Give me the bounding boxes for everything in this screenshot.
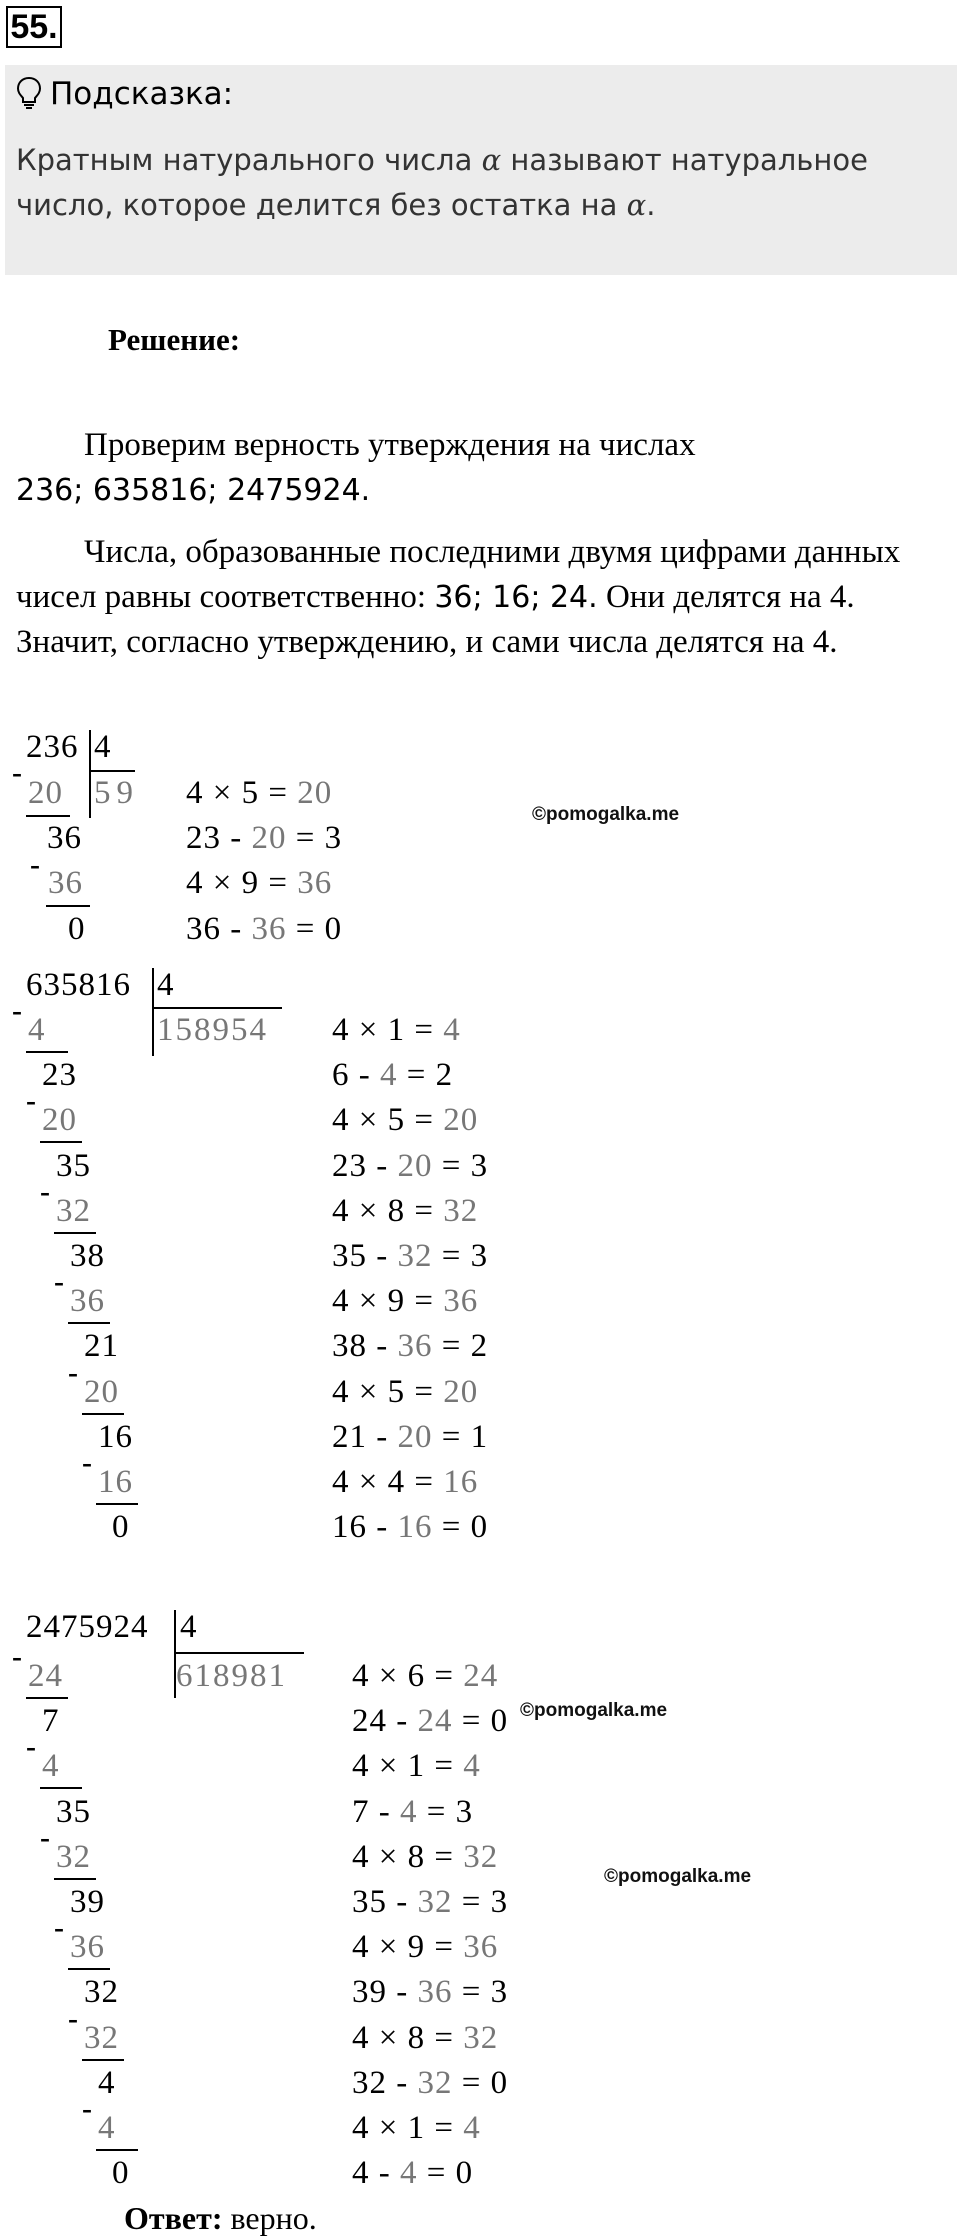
div2-steps-value: 0 bbox=[112, 1509, 130, 1546]
answer-label: Ответ: bbox=[124, 2200, 223, 2236]
lightbulb-icon bbox=[16, 76, 42, 110]
div3-steps-value: 32 bbox=[84, 2019, 119, 2056]
div1-step: 36 bbox=[47, 820, 82, 856]
div2-notes-row bbox=[332, 1055, 453, 1095]
note-c: = 3 bbox=[452, 1884, 509, 1920]
div2-notes-row bbox=[332, 1417, 488, 1457]
div3-steps-value: 39 bbox=[70, 1884, 105, 1920]
div1-quotient: 59 bbox=[94, 775, 139, 811]
div3-steps-value: 32 bbox=[56, 1838, 91, 1875]
div1-underline bbox=[46, 905, 90, 907]
div3-notes-row bbox=[352, 1701, 508, 1741]
note-a: 4 × 1 = bbox=[352, 2110, 464, 2146]
hint-title: Подсказка: bbox=[50, 76, 234, 112]
div3-steps-value: 35 bbox=[56, 1793, 91, 1830]
div2-steps-minus: - bbox=[68, 1355, 78, 1389]
note-a: 23 - bbox=[186, 820, 252, 856]
note-b: 36 bbox=[463, 1929, 499, 1966]
note-c: = 3 bbox=[432, 1147, 489, 1184]
note-a: 7 - bbox=[352, 1793, 400, 1830]
note-a: 4 × 1 = bbox=[352, 1748, 464, 1785]
paragraph-2 bbox=[16, 530, 936, 665]
div1-note bbox=[186, 863, 332, 903]
paragraph-2-text-b: Они делятся на 4. Значит, согласно утверждению, и сами числа делятся на 4. bbox=[16, 579, 855, 660]
div3-notes-row bbox=[352, 1837, 498, 1877]
note-a: 32 - bbox=[352, 2064, 418, 2101]
note-a: 38 - bbox=[332, 1328, 398, 1365]
note-b: 32 bbox=[417, 2064, 453, 2101]
div2-steps-underline bbox=[96, 1503, 138, 1505]
watermark: ©pomogalka.me bbox=[520, 1700, 668, 1721]
note-b: 20 bbox=[397, 1147, 433, 1184]
div2-steps-value: 20 bbox=[84, 1373, 119, 1410]
div1-minus: - bbox=[30, 848, 40, 881]
div3-vertical-line bbox=[174, 1610, 176, 1698]
answer-text: верно. bbox=[222, 2200, 317, 2236]
div3-steps-minus: - bbox=[68, 2001, 78, 2035]
paragraph-2-text-a: Числа, образованные последними двумя цифрами данных чисел равны соответственно: bbox=[16, 534, 901, 615]
hint-var-1: α bbox=[481, 143, 502, 177]
div1-divisor: 4 bbox=[94, 729, 112, 765]
div3-steps-value: 4 bbox=[98, 2064, 116, 2101]
note-b: 4 bbox=[380, 1057, 398, 1094]
note-b: 4 bbox=[443, 1012, 461, 1048]
note-c: = 1 bbox=[432, 1418, 489, 1455]
note-b: 36 bbox=[397, 1328, 433, 1365]
div1-minus: - bbox=[12, 756, 22, 789]
note-b: 16 bbox=[397, 1509, 433, 1546]
hint-text bbox=[16, 138, 936, 228]
div3-notes-row bbox=[352, 1972, 508, 2012]
hint-text-1: Кратным натурального числа bbox=[16, 143, 482, 177]
div1-step: 20 bbox=[28, 775, 63, 811]
note-a: 4 × 9 = bbox=[186, 865, 298, 901]
watermark: ©pomogalka.me bbox=[604, 1866, 752, 1887]
div2-steps-minus: - bbox=[54, 1265, 64, 1299]
div3-steps-value: 4 bbox=[98, 2110, 116, 2146]
div3-notes-row bbox=[352, 1927, 498, 1967]
note-b: 20 bbox=[443, 1373, 479, 1410]
div2-steps-value: 21 bbox=[84, 1328, 119, 1365]
div2-notes-row bbox=[332, 1100, 478, 1140]
note-a: 6 - bbox=[332, 1057, 380, 1094]
note-c: = 3 bbox=[432, 1238, 489, 1274]
div3-notes-row bbox=[352, 1746, 481, 1786]
div2-notes-row bbox=[332, 1462, 478, 1502]
div3-steps-underline bbox=[82, 2059, 124, 2061]
note-a: 35 - bbox=[352, 1884, 418, 1920]
div2-steps-value: 32 bbox=[56, 1192, 91, 1229]
note-a: 4 × 1 = bbox=[332, 1012, 444, 1048]
div2-steps-minus: - bbox=[82, 1446, 92, 1479]
div3-quotient-line bbox=[176, 1652, 304, 1654]
div2-vertical-line bbox=[152, 968, 154, 1056]
note-a: 4 - bbox=[352, 2155, 400, 2192]
div2-notes-row bbox=[332, 1281, 478, 1321]
div3-notes-row bbox=[352, 2108, 481, 2148]
task-number: 55. bbox=[6, 6, 62, 48]
note-b: 36 bbox=[417, 1974, 453, 2011]
hint-text-3: . bbox=[646, 188, 656, 222]
note-a: 4 × 9 = bbox=[332, 1283, 444, 1320]
hint-var-2: α bbox=[626, 188, 647, 222]
div3-steps-underline bbox=[54, 1878, 96, 1880]
paragraph-1 bbox=[16, 423, 936, 513]
div1-step: 36 bbox=[48, 865, 83, 901]
note-a: 36 - bbox=[186, 911, 252, 947]
div2-steps-value: 38 bbox=[70, 1238, 105, 1274]
note-b: 4 bbox=[463, 1748, 481, 1785]
note-c: = 0 bbox=[452, 2064, 509, 2101]
note-a: 4 × 8 = bbox=[352, 1838, 464, 1875]
div3-dividend: 2475924 bbox=[26, 1609, 149, 1645]
div3-steps-value: 36 bbox=[70, 1929, 105, 1966]
note-c: = 0 bbox=[452, 1703, 509, 1740]
div1-vertical-line bbox=[89, 730, 91, 818]
div3-steps-underline bbox=[26, 1697, 68, 1699]
note-b: 20 bbox=[397, 1418, 433, 1455]
note-a: 39 - bbox=[352, 1974, 418, 2011]
div2-steps-minus: - bbox=[40, 1174, 50, 1208]
div1-dividend: 236 bbox=[26, 729, 79, 765]
div3-notes-row bbox=[352, 2153, 473, 2193]
div2-steps-value: 20 bbox=[42, 1102, 77, 1139]
note-b: 20 bbox=[443, 1102, 479, 1139]
div1-note bbox=[186, 909, 342, 949]
note-a: 35 - bbox=[332, 1238, 398, 1274]
div2-steps-value: 16 bbox=[98, 1464, 133, 1500]
note-b: 24 bbox=[463, 1658, 499, 1694]
div3-notes-row bbox=[352, 1882, 508, 1922]
note-a: 23 - bbox=[332, 1147, 398, 1184]
div2-notes-row bbox=[332, 1010, 461, 1050]
hint-text-2: называют натуральное число, которое делится без остатка на bbox=[16, 143, 868, 222]
div1-note bbox=[186, 818, 342, 858]
note-b: 32 bbox=[417, 1884, 453, 1920]
note-c: = 3 bbox=[417, 1793, 474, 1830]
note-a: 4 × 8 = bbox=[332, 1192, 444, 1229]
div2-steps-value: 4 bbox=[28, 1012, 46, 1048]
note-c: = 0 bbox=[417, 2155, 474, 2192]
hint-header bbox=[16, 72, 233, 116]
note-b: 20 bbox=[251, 820, 287, 856]
div2-dividend: 635816 bbox=[26, 967, 131, 1003]
div3-steps-minus: - bbox=[26, 1730, 36, 1764]
div2-steps-value: 35 bbox=[56, 1147, 91, 1184]
note-a: 4 × 9 = bbox=[352, 1929, 464, 1966]
note-c: = 3 bbox=[286, 820, 343, 856]
div1-step: 0 bbox=[68, 911, 86, 947]
div3-steps-value: 4 bbox=[42, 1748, 60, 1785]
note-b: 36 bbox=[443, 1283, 479, 1320]
paragraph-1-text: Проверим верность утверждения на числах bbox=[84, 427, 696, 463]
div3-steps-minus: - bbox=[40, 1820, 50, 1854]
div2-steps-underline bbox=[82, 1413, 124, 1415]
note-b: 4 bbox=[400, 1793, 418, 1830]
solution-title: Решение: bbox=[108, 322, 241, 357]
div2-steps-minus: - bbox=[26, 1084, 36, 1118]
note-a: 4 × 5 = bbox=[332, 1102, 444, 1139]
note-b: 16 bbox=[443, 1464, 479, 1500]
div2-steps-underline bbox=[68, 1322, 110, 1324]
note-c: = 0 bbox=[286, 911, 343, 947]
note-c: = 2 bbox=[432, 1328, 489, 1365]
note-b: 4 bbox=[400, 2155, 418, 2192]
div3-steps-value: 7 bbox=[42, 1703, 60, 1740]
note-c: = 2 bbox=[397, 1057, 454, 1094]
div2-notes-row bbox=[332, 1326, 488, 1366]
note-c: = 3 bbox=[452, 1974, 509, 2011]
div2-steps-underline bbox=[54, 1232, 96, 1234]
div3-quotient: 618981 bbox=[176, 1658, 287, 1694]
note-a: 4 × 5 = bbox=[332, 1373, 444, 1410]
div2-quotient: 158954 bbox=[157, 1012, 268, 1048]
note-b: 20 bbox=[297, 775, 333, 811]
answer bbox=[124, 2200, 317, 2237]
paragraph-2-numbers: 36; 16; 24. bbox=[434, 580, 598, 615]
div1-underline bbox=[26, 815, 70, 817]
div3-notes-row bbox=[352, 2018, 498, 2058]
note-b: 36 bbox=[297, 865, 333, 901]
div3-steps-value: 0 bbox=[112, 2155, 130, 2192]
note-b: 24 bbox=[417, 1703, 453, 1740]
note-a: 4 × 8 = bbox=[352, 2019, 464, 2056]
div3-steps-value: 32 bbox=[84, 1974, 119, 2011]
div2-steps-underline bbox=[26, 1051, 68, 1053]
note-c: = 0 bbox=[432, 1509, 489, 1546]
note-a: 4 × 5 = bbox=[186, 775, 298, 811]
div3-notes-row bbox=[352, 1656, 498, 1696]
note-a: 4 × 6 = bbox=[352, 1658, 464, 1694]
div3-steps-value: 24 bbox=[28, 1658, 63, 1694]
note-b: 32 bbox=[463, 1838, 499, 1875]
div3-steps-minus: - bbox=[12, 1640, 22, 1673]
div2-notes-row bbox=[332, 1507, 488, 1547]
div3-steps-minus: - bbox=[54, 1911, 64, 1945]
div2-divisor: 4 bbox=[157, 967, 175, 1003]
div3-steps-underline bbox=[68, 1968, 110, 1970]
div1-quotient-line bbox=[91, 770, 135, 772]
div2-notes-row bbox=[332, 1146, 488, 1186]
div3-notes-row bbox=[352, 1792, 473, 1832]
div3-steps-underline bbox=[96, 2149, 138, 2151]
div2-notes-row bbox=[332, 1372, 478, 1412]
div1-note bbox=[186, 773, 332, 813]
note-a: 16 - bbox=[332, 1509, 398, 1546]
div3-steps-underline bbox=[40, 1787, 82, 1789]
watermark: ©pomogalka.me bbox=[532, 804, 680, 825]
div2-steps-value: 23 bbox=[42, 1057, 77, 1094]
div3-steps-minus: - bbox=[82, 2092, 92, 2125]
div2-quotient-line bbox=[154, 1007, 282, 1009]
div3-notes-row bbox=[352, 2063, 508, 2103]
note-b: 36 bbox=[251, 911, 287, 947]
div2-steps-value: 16 bbox=[98, 1418, 133, 1455]
note-b: 32 bbox=[443, 1192, 479, 1229]
note-b: 32 bbox=[463, 2019, 499, 2056]
div2-notes-row bbox=[332, 1236, 488, 1276]
note-b: 4 bbox=[463, 2110, 481, 2146]
div3-divisor: 4 bbox=[180, 1609, 198, 1645]
note-b: 32 bbox=[397, 1238, 433, 1274]
div2-steps-underline bbox=[40, 1141, 82, 1143]
paragraph-1-numbers: 236; 635816; 2475924. bbox=[16, 473, 371, 508]
div2-steps-value: 36 bbox=[70, 1283, 105, 1320]
div2-steps-minus: - bbox=[12, 994, 22, 1027]
note-a: 4 × 4 = bbox=[332, 1464, 444, 1500]
note-a: 21 - bbox=[332, 1418, 398, 1455]
div2-notes-row bbox=[332, 1191, 478, 1231]
note-a: 24 - bbox=[352, 1703, 418, 1740]
